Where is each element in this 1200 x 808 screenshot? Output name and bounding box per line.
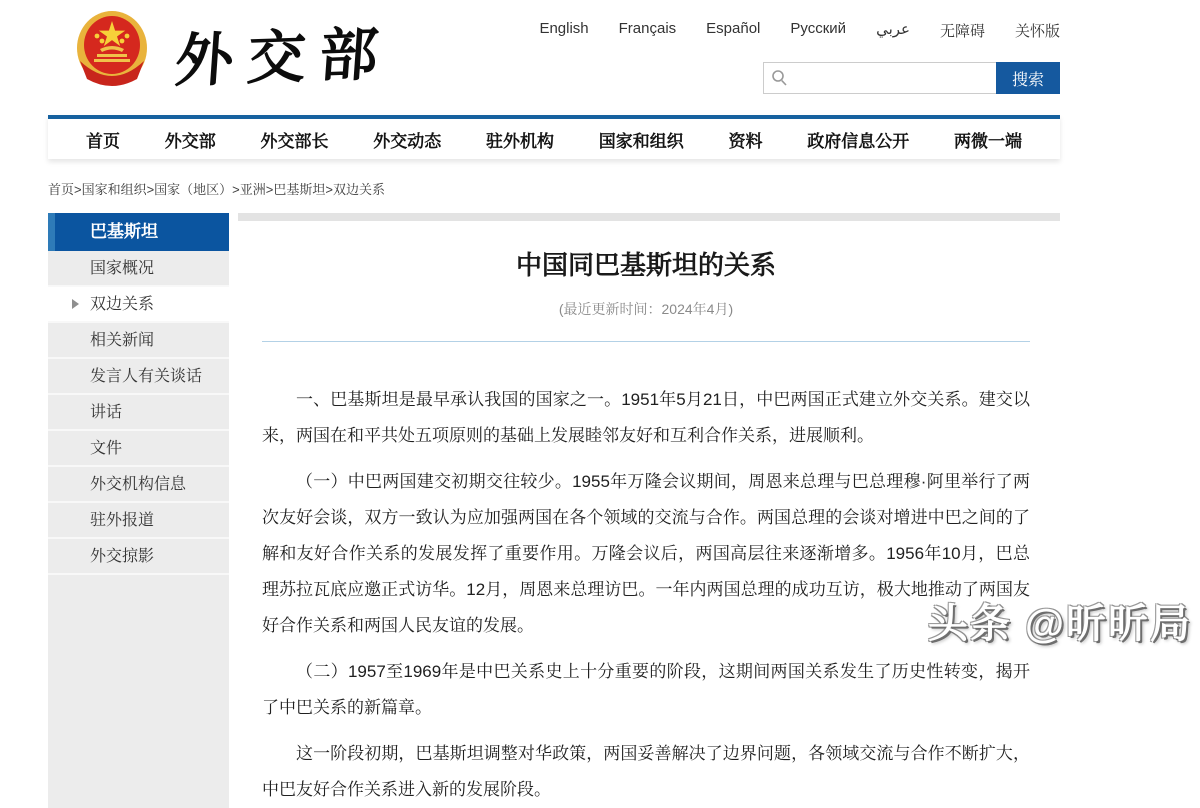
- active-arrow-icon: [72, 299, 79, 309]
- lang-english[interactable]: English: [539, 20, 589, 37]
- sidebar-item-label: 讲话: [90, 404, 123, 421]
- page-container: [48, 0, 1060, 799]
- header-right: [539, 20, 1060, 94]
- sidebar-item-diplomatic-snapshots[interactable]: [48, 539, 229, 575]
- search-row: [580, 62, 1060, 94]
- search-icon: [771, 69, 788, 86]
- sidebar-item-related-news[interactable]: [48, 323, 229, 359]
- nav-home[interactable]: 首页: [86, 131, 120, 151]
- search-button[interactable]: 搜索: [996, 62, 1060, 94]
- article-paragraph-4-clipped: 这一阶段初期，巴基斯坦调整对华政策，两国妥善解决了边界问题，各领域交流与合作不断扩大，中巴友好合作关系进入新的发展阶段。: [262, 744, 1030, 799]
- sidebar: [48, 213, 229, 808]
- lang-arabic[interactable]: عربي: [876, 21, 910, 38]
- sidebar-item-label: 国家概况: [90, 260, 155, 277]
- article-paragraph-3: （二）1957至1969年是中巴关系史上十分重要的阶段，这期间两国关系发生了历史性转变，揭开了中巴关系的新篇章。: [262, 662, 1030, 717]
- national-emblem-icon: [75, 9, 149, 87]
- lang-francais[interactable]: Français: [618, 20, 677, 37]
- article: [232, 245, 1060, 808]
- sidebar-header-pakistan[interactable]: 巴基斯坦: [48, 213, 229, 251]
- mfa-calligraphy-logo: 外交部: [172, 19, 395, 95]
- sidebar-item-speeches[interactable]: [48, 395, 229, 431]
- sidebar-item-country-overview[interactable]: [48, 251, 229, 287]
- nav-gov-info[interactable]: 政府信息公开: [807, 131, 910, 151]
- sidebar-item-label: 驻外报道: [90, 512, 155, 529]
- article-divider: [262, 341, 1030, 342]
- accessibility-link[interactable]: 无障碍: [939, 23, 985, 40]
- lang-espanol[interactable]: Español: [706, 20, 761, 37]
- content-top-bar: [238, 213, 1060, 221]
- article-column: [232, 213, 1060, 808]
- search-input[interactable]: [763, 62, 996, 94]
- care-version-link[interactable]: 关怀版: [1014, 23, 1060, 40]
- language-bar: [539, 20, 1060, 41]
- nav-activities[interactable]: 外交动态: [373, 131, 442, 151]
- sidebar-item-label: 文件: [90, 440, 123, 457]
- sidebar-item-overseas-reports[interactable]: [48, 503, 229, 539]
- nav-resources[interactable]: 资料: [728, 131, 763, 151]
- article-paragraph-2: （一）中巴两国建交初期交往较少。1955年万隆会议期间，周恩来总理与巴总理穆·阿里举行了两次友好会谈，双方一致认为应加强两国在各个领域的交流与合作。两国总理的会谈对增进中巴之间的了解和友好合作关系的发展发挥了重要作用。万隆会议后，两国高层往来逐渐增多。1956年10月，巴总理苏拉瓦底应邀正式访华。12月，周恩来总理访巴。一年内两国总理的成功互访，极大地推动了两国友好合作关系和两国人民友谊的发展。: [262, 472, 1030, 635]
- sidebar-item-label: 相关新闻: [90, 332, 155, 349]
- sidebar-item-spokesperson-remarks[interactable]: [48, 359, 229, 395]
- nav-minister[interactable]: 外交部长: [260, 131, 329, 151]
- article-paragraph-1: 一、巴基斯坦是最早承认我国的国家之一。1951年5月21日，中巴两国正式建立外交关系。建交以来，两国在和平共处五项原则的基础上发展睦邻友好和互利合作关系，进展顺利。: [262, 390, 1030, 445]
- nav-ministry[interactable]: 外交部: [164, 131, 216, 151]
- article-title: 中国同巴基斯坦的关系: [515, 250, 776, 280]
- sidebar-item-label: 外交掠影: [90, 548, 155, 565]
- search-box: [763, 62, 996, 94]
- article-updated-time: (最近更新时间：2024年4月): [558, 301, 734, 317]
- content-area: [48, 213, 1060, 808]
- sidebar-item-documents[interactable]: [48, 431, 229, 467]
- sidebar-item-diplomatic-missions[interactable]: [48, 467, 229, 503]
- lang-russian[interactable]: Русский: [790, 20, 847, 37]
- nav-social-media[interactable]: 两微一端: [954, 131, 1022, 151]
- sidebar-item-label: 双边关系: [90, 296, 155, 313]
- toutiao-watermark: 头条 @昕昕局: [927, 602, 1192, 646]
- nav-countries[interactable]: 国家和组织: [598, 131, 684, 151]
- site-header: [48, 0, 1060, 115]
- sidebar-item-bilateral-relations[interactable]: [48, 287, 229, 323]
- breadcrumb[interactable]: 首页>国家和组织>国家（地区）>亚洲>巴基斯坦>双边关系: [48, 182, 385, 197]
- sidebar-item-label: 发言人有关谈话: [90, 368, 203, 385]
- sidebar-item-label: 外交机构信息: [90, 476, 187, 493]
- nav-missions[interactable]: 驻外机构: [486, 131, 554, 151]
- main-nav: [48, 115, 1060, 159]
